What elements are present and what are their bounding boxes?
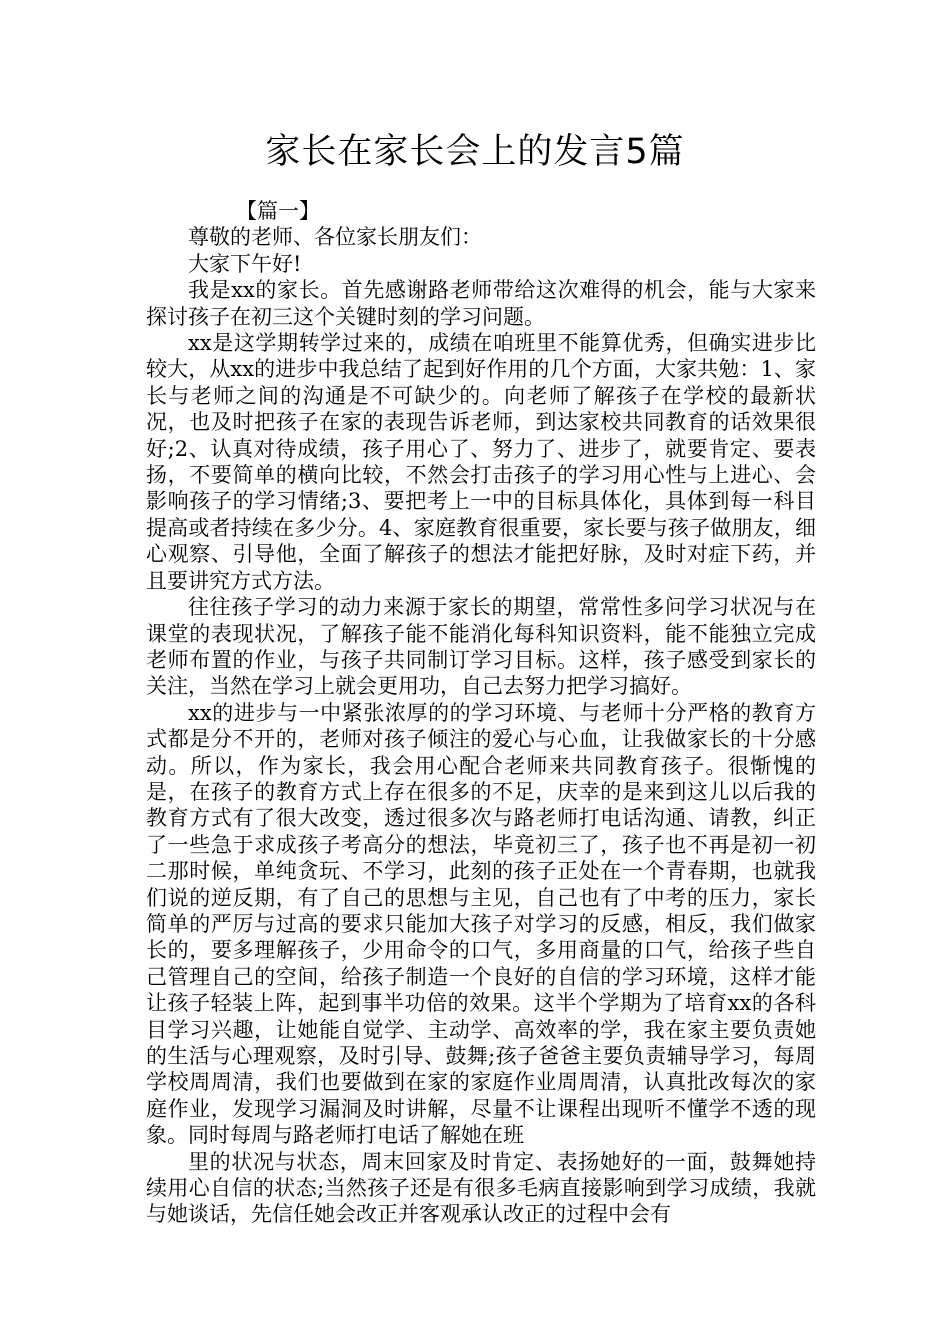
paragraph-weekend: 里的状况与状态，周末回家及时肯定、表扬她好的一面，鼓舞她持续用心自信的状态;当然孩子还是有很多毛病直接影响到学习成绩，我就与她谈话，先信任她会改正并客观承认改正的过程中会有	[146, 1149, 816, 1227]
paragraph-motivation: 往往孩子学习的动力来源于家长的期望，常常性多问学习状况与在课堂的表现状况，了解孩子能不能消化每科知识资料，能不能独立完成老师布置的作业，与孩子共同制订学习目标。这样，孩子感受到家长的关注，当然在学习上就会更用功，自己去努力把学习搞好。	[146, 595, 816, 699]
greeting: 大家下午好!	[188, 251, 302, 276]
salutation: 尊敬的老师、各位家长朋友们：	[188, 225, 482, 250]
paragraph-environment: xx的进步与一中紧张浓厚的的学习环境、与老师十分严格的教育方式都是分不开的，老师对孩子倾注的爱心与心血，让我做家长的十分感动。所以，作为家长，我会用心配合老师来共同教育孩子。很惭愧的是，在孩子的教育方式上存在很多的不足，庆幸的是来到这儿以后我的教育方式有了很大改变，透过很多次与路老师打电话沟通、请教，纠正了一些急于求成孩子考高分的想法，毕竟初三了，孩子也不再是初一初二那时候，单纯贪玩、不学习，此刻的孩子正处在一个青春期，也就我们说的逆反期，有了自己的思想与主见，自己也有了中考的压力，家长简单的严厉与过高的要求只能加大孩子对学习的反感，相反，我们做家长的，要多理解孩子，少用命令的口气，多用商量的口气，给孩子些自己管理自己的空间，给孩子制造一个良好的自信的学习环境，这样才能让孩子轻装上阵，起到事半功倍的效果。这半个学期为了培育xx的各科目学习兴趣，让她能自觉学、主动学、高效率的学，我在家主要负责她的生活与心理观察，及时引导、鼓舞;孩子爸爸主要负责辅导学习，每周学校周周清，我们也要做到在家的家庭作业周周清，认真批改每次的家庭作业，发现学习漏洞及时讲解，尽量不让课程出现听不懂学不透的现象。同时每周与路老师打电话了解她在班	[146, 700, 816, 1148]
paragraph-intro: 我是xx的家长。首先感谢路老师带给这次难得的机会，能与大家来探讨孩子在初三这个关键时刻的学习问题。	[146, 278, 816, 329]
document-body	[146, 198, 816, 1228]
document-title: 家长在家长会上的发言5篇	[265, 132, 685, 172]
section-heading: 【篇一】	[236, 199, 320, 223]
paragraph-progress: xx是这学期转学过来的，成绩在咱班里不能算优秀，但确实进步比较大，从xx的进步中我总结了起到好作用的几个方面，大家共勉：1、家长与老师之间的沟通是不可缺少的。向老师了解孩子在学校的最新状况，也及时把孩子在家的表现告诉老师，到达家校共同教育的话效果很好;2、认真对待成绩，孩子用心了、努力了、进步了，就要肯定、要表扬，不要简单的横向比较，不然会打击孩子的学习用心性与上进心、会影响孩子的学习情绪;3、要把考上一中的目标具体化，具体到每一科目提高或者持续在多少分。4、家庭教育很重要，家长要与孩子做朋友，细心观察、引导他，全面了解孩子的想法才能把好脉，及时对症下药，并且要讲究方式方法。	[146, 331, 816, 593]
